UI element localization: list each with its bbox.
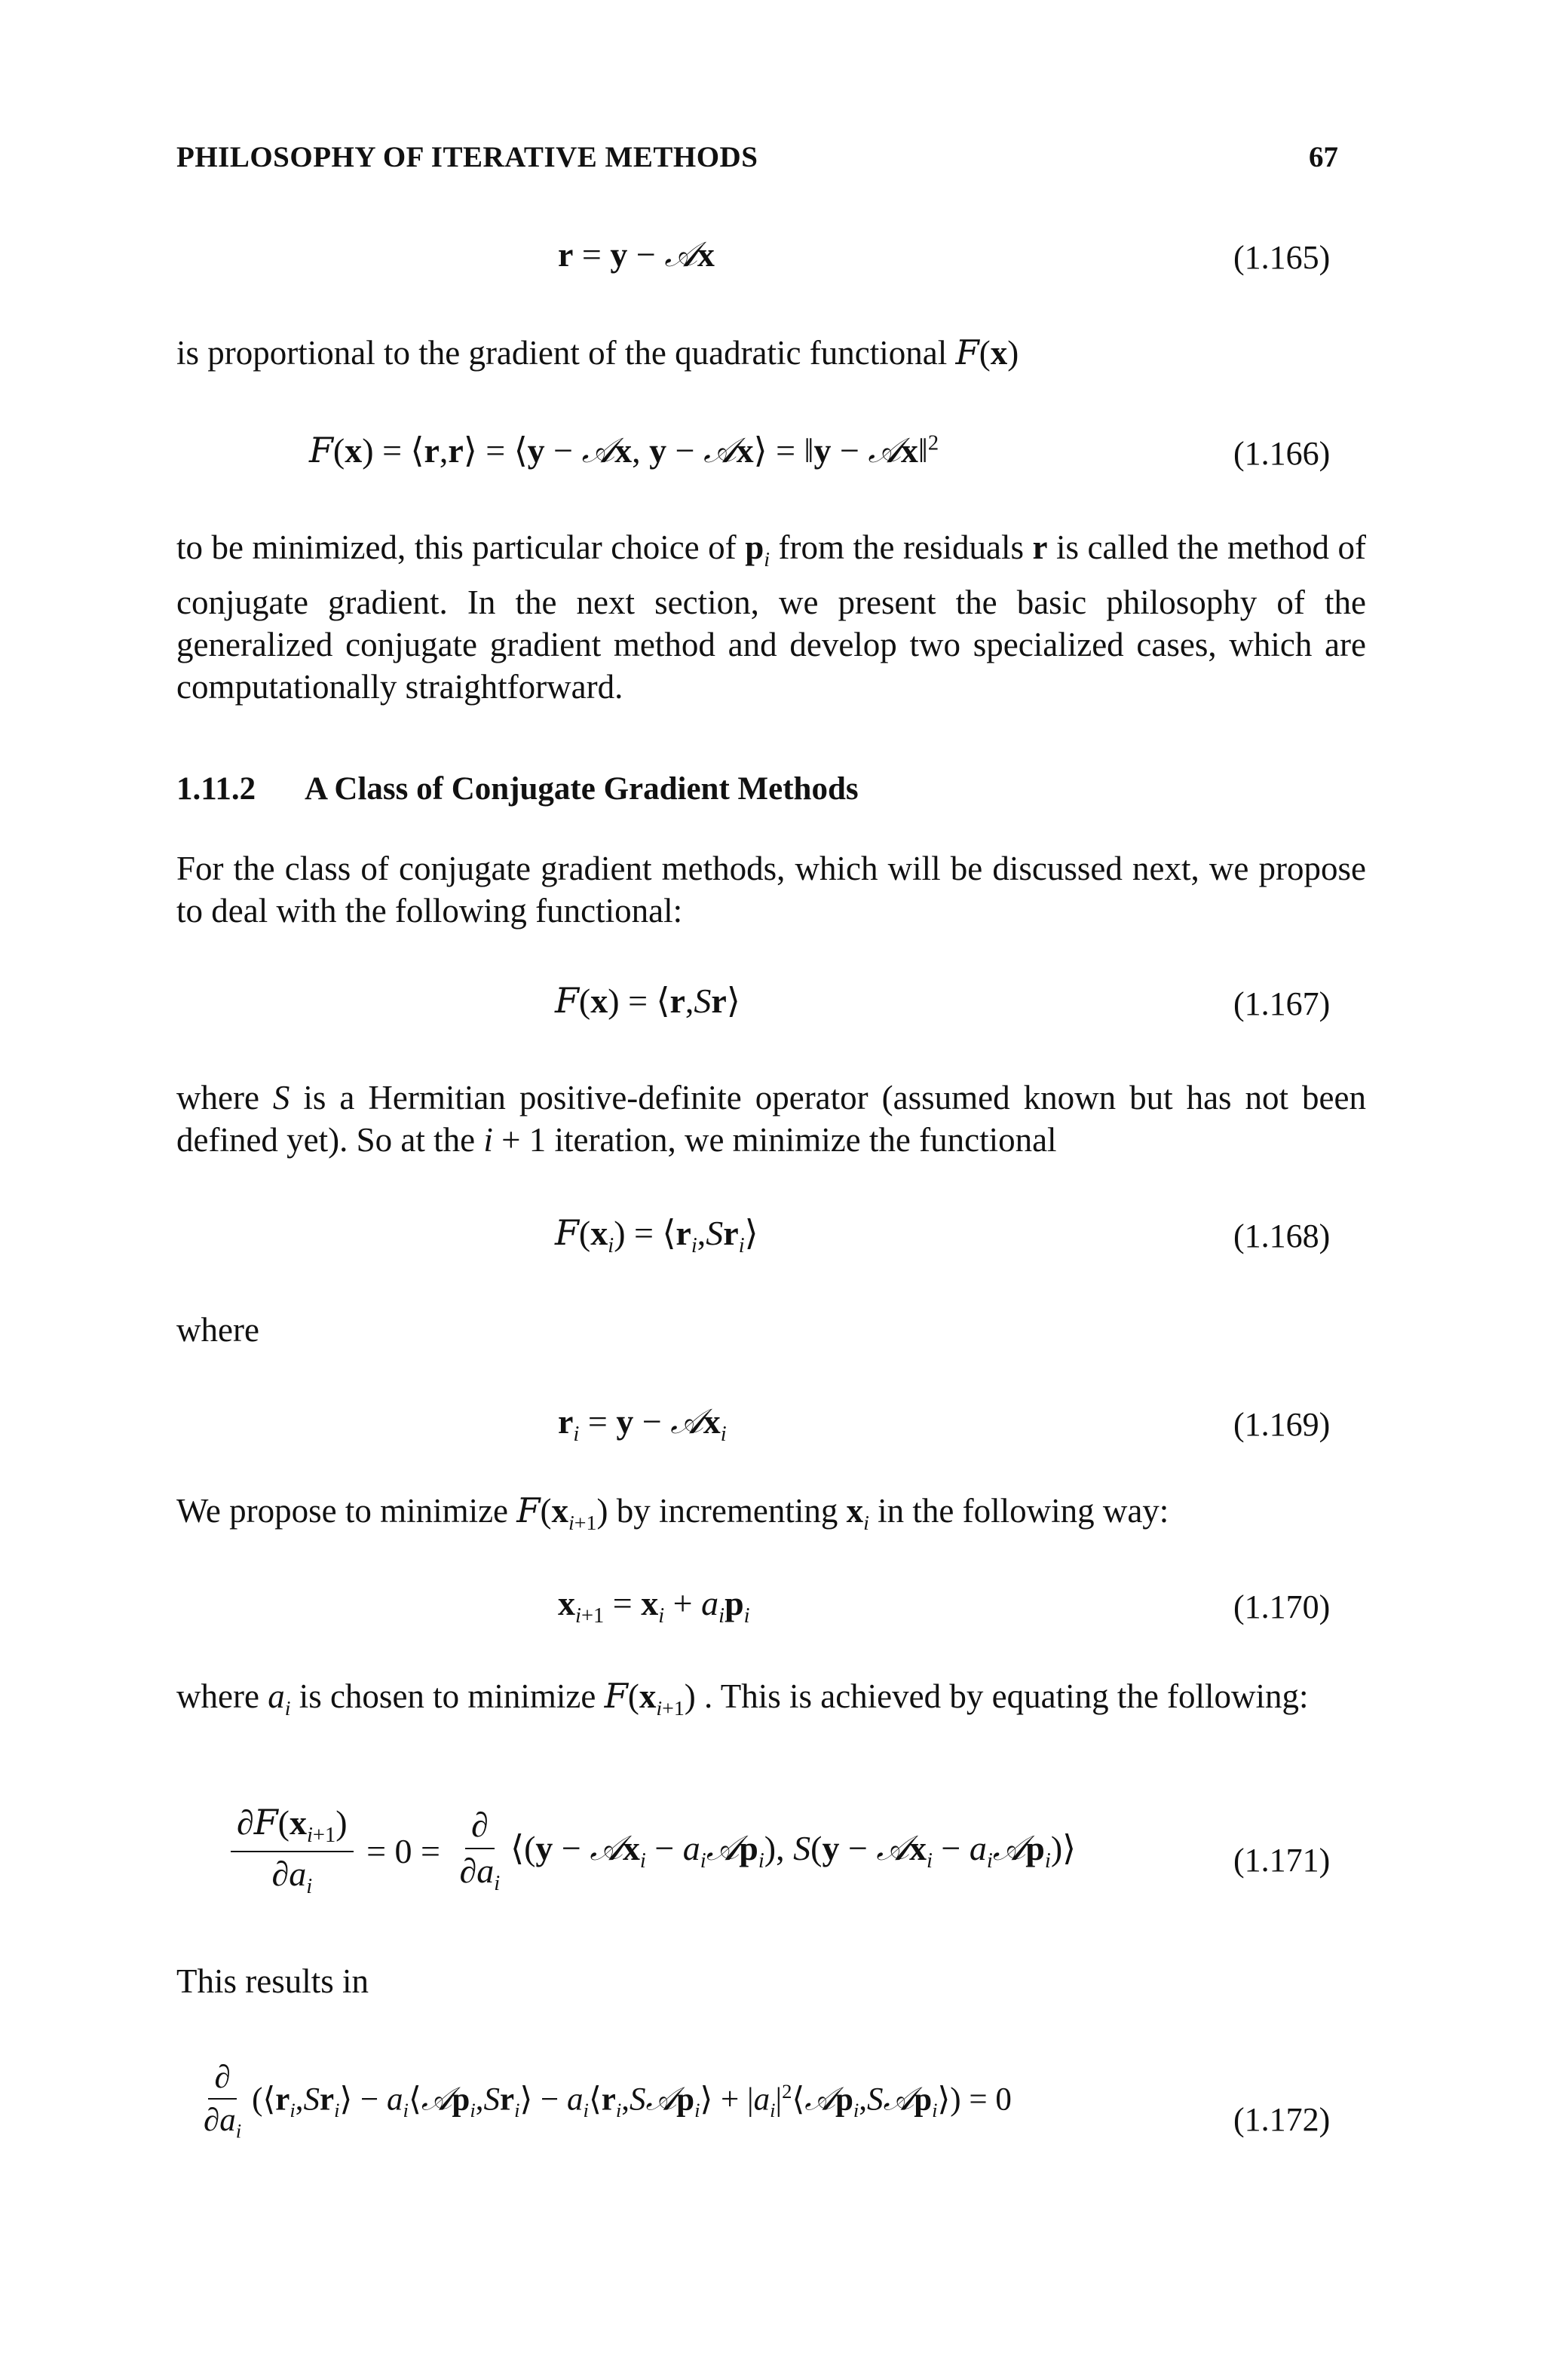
- equation-number: (1.169): [1233, 1406, 1331, 1443]
- equation-1-167: F(x) = ⟨r,Sr⟩: [555, 980, 740, 1021]
- equation-1-169: $r_i = y$ − 𝒜x$_i$: [558, 1401, 727, 1447]
- paragraph: where S is a Hermitian positive-definite operator (assumed known but has not been defined yet). So at the i + 1 iteration, we minimize the functional: [176, 1079, 1366, 1159]
- running-header: PHILOSOPHY OF ITERATIVE METHODS: [176, 141, 758, 173]
- equation-1-172: $\frac{\partial}{\partial a_i}$ ($⟨r_i,Sr_i⟩$ − $a_i⟨𝒜p_i,Sr_i⟩$ − $a_i⟨r_i,S𝒜p_i⟩$ + $|a_i|^2⟨𝒜p_i,S𝒜p_i⟩) = 0$: [204, 2060, 1012, 2143]
- paragraph: For the class of conjugate gradient methods, which will be discussed next, we propose to deal with the following functional:: [176, 850, 1366, 930]
- paragraph: where $a_i$ is chosen to minimize $F(x_{i+1})$ . This is achieved by equating the following:: [176, 1676, 1309, 1720]
- page-number: 67: [1309, 141, 1338, 173]
- equation-number: (1.170): [1233, 1588, 1331, 1625]
- equation-1-170: $x_{i+1} = x_i + a_ip_i$: [558, 1584, 750, 1628]
- paragraph: is proportional to the gradient of the quadratic functional F(x): [176, 332, 1019, 372]
- paragraph: This results in: [176, 1962, 369, 2000]
- equation-number: (1.167): [1233, 985, 1331, 1022]
- section-heading: [176, 770, 859, 807]
- section-number: 1.11.2: [176, 771, 256, 807]
- equation-number: (1.165): [1233, 239, 1331, 276]
- equation-1-165: r = y − 𝒜x: [558, 234, 715, 274]
- equation-number: (1.172): [1233, 2101, 1331, 2138]
- equation-number: (1.166): [1233, 435, 1331, 472]
- equation-1-166: F(x) = ⟨r,r⟩ = ⟨y − 𝒜x, y − 𝒜x⟩ = ‖y − 𝒜x‖$^2$: [309, 430, 939, 470]
- paragraph: We propose to minimize $F(x_{i+1})$ by incrementing $x_i$ in the following way:: [176, 1490, 1169, 1535]
- section-title: A Class of Conjugate Gradient Methods: [305, 771, 859, 807]
- equation-number: (1.168): [1233, 1218, 1331, 1254]
- equation-1-171: $\frac{\partial F(x_{i+1})}{\partial a_i}$ = 0 = $\frac{\partial}{\partial a_i}$ ⟨(y − 𝒜x$_i$ − $a_i𝒜p_i$), S(y − 𝒜x$_i$ − $a_i𝒜p_i)⟩$: [226, 1803, 1076, 1898]
- paragraph: to be minimized, this particular choice of $p_i$ from the residuals r is called the method of conjugate gradient. In the next section, we present the basic philosophy of the generalized conjugate gradient method and develop two specialized cases, which are computationally straightforward.: [176, 528, 1366, 706]
- equation-number: (1.171): [1233, 1842, 1331, 1879]
- paragraph: where: [176, 1311, 259, 1349]
- equation-1-168: $F(x_i)$ = $⟨r_i,Sr_i⟩$: [555, 1212, 758, 1258]
